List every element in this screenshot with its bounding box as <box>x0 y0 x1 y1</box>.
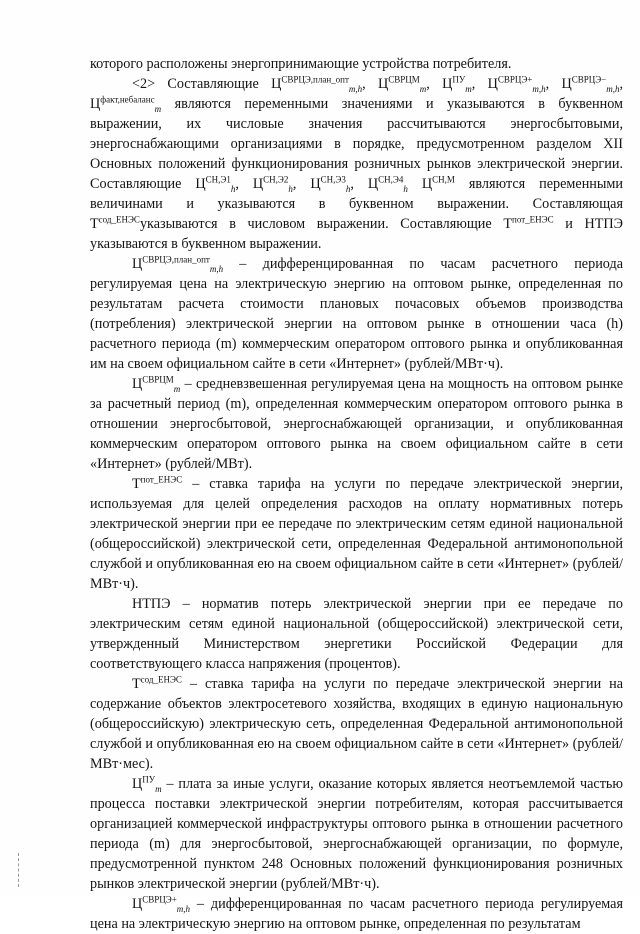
formula-c-svrcm: $Ц^{СВРЦМ}_m$ <box>378 74 427 94</box>
definition-text-3: – ставка тарифа на услуги по передаче электрической энергии, используемая для целей определения расходов на оплату нормативных потерь электрической энергии при ее передаче по электрическим сетям единой национальной (общероссийской) электрической сети, определенная Федеральной антимонопольной службой и опубликованная ею на своем официальном сайте в сети «Интернет» (рублей/МВт·ч). <box>90 476 624 592</box>
formula-c-sn4: $Ц^{СН,Э4}_h$ <box>367 174 408 194</box>
definition-t-sod <box>90 674 623 774</box>
definition-text-5: – ставка тарифа на услуги по передаче электрической энергии на содержание объектов электросетевого хозяйства, входящих в единую национальную (общероссийскую) электрическую сеть, определенная Федеральной антимонопольной службой и опубликованная ею на своем официальном сайте в сети «Интернет» (рублей/МВт·мес). <box>90 676 624 772</box>
formula-c-sn2: $Ц^{СН,Э2}_h$ <box>252 174 293 194</box>
formula-c-svrcm-def: $Ц^{СВРЦМ}_m$ <box>132 374 181 394</box>
note-text-c: являются переменными величинами и указываются в буквенном выражении. Составляющая <box>90 176 623 212</box>
definition-text-7: – дифференцированная по часам расчетного периода регулируемая цена на электрическую энергию на оптовом рынке, определенная по результатам <box>90 896 624 932</box>
formula-c-pu: $Ц^{ПУ}_m$ <box>442 74 472 94</box>
definition-t-pot <box>90 474 623 594</box>
scan-margin-mark <box>18 853 21 887</box>
formula-c-snm: $Ц^{СН,М}$ <box>421 174 455 192</box>
document-body <box>90 54 623 934</box>
formula-t-pot: $Т^{пот\_ЕНЭС}$ <box>503 214 554 232</box>
definition-svrcm <box>90 374 623 474</box>
formula-c-svrcz-plus-def: $Ц^{СВРЦЭ+}_{m,h}$ <box>132 894 191 914</box>
paragraph-intro-end: которого расположены энергопринимающие устройства потребителя. <box>90 56 512 72</box>
formula-c-svrcz-minus: $Ц^{СВРЦЭ-}_{m,h}$ <box>561 74 620 94</box>
formula-t-sod-def: $Т^{сод\_ЕНЭС}$ <box>132 674 182 692</box>
formula-c-svrcz-plan-def: $Ц^{СВРЦЭ,план\_опт}_{m,h}$ <box>132 254 224 274</box>
formula-c-pu-def: $Ц^{ПУ}_m$ <box>132 774 162 794</box>
formula-c-fakt: $Ц^{факт,небаланс}_m$ <box>90 94 162 114</box>
formula-c-sn1: $Ц^{СН,Э1}_h$ <box>195 174 236 194</box>
formula-c-svrcz-plus: $Ц^{СВРЦЭ+}_{m,h}$ <box>487 74 546 94</box>
definition-text-6: – плата за иные услуги, оказание которых является неотъемлемой частью процесса поставки электрической энергии потребителям, которая рассчитывается организацией коммерческой инфраструктуры оптового рынка в отношении расчетного периода (m) для энергосбытовой, энергоснабжающей организации, по формуле, предусмотренной пунктом 248 Основных положений функционирования розничных рынков электрической энергии (рублей/МВт·ч). <box>90 776 623 892</box>
formula-c-sn3: $Ц^{СН,Э3}_h$ <box>310 174 351 194</box>
definition-pu <box>90 774 623 894</box>
note-text-b: являются переменными значениями и указываются в буквенном выражении, их числовые значения рассчитываются энергосбытовыми, энергоснабжающими организациями в порядке, предусмотренном разделом XII Основных положений функционирования розничных рынков электрической энергии. Составляющие <box>90 96 623 192</box>
definition-text-2: – средневзвешенная регулируемая цена на мощность на оптовом рынке за расчетный период (m), определенная коммерческим оператором оптового рынка в отношении энергосбытовой, энергоснабжающей организации, и опубликованная коммерческим оператором оптового рынка на своем официальном сайте в сети «Интернет» (рублей/МВт). <box>90 376 623 472</box>
note-text-e: и НТПЭ указываются в буквенном выражении. <box>90 216 623 252</box>
definition-svrcz-plus <box>90 894 623 934</box>
definition-ntpe: НТПЭ – норматив потерь электрической энергии при ее передаче по электрическим сетям единой национальной (общероссийской) электрической сети, утвержденный Министерством энергетики Российской Федерации для соответствующего класса напряжения (процентов). <box>90 596 623 672</box>
formula-c-svrcz-plan: $Ц^{СВРЦЭ,план\_опт}_{m,h}$ <box>271 74 363 94</box>
paragraph-note-2: <2> Составляющие $Ц^{СВРЦЭ,план\_опт}_{m,h}$, $Ц^{СВРЦМ}_m$, $Ц^{ПУ}_m$, $Ц^{СВРЦЭ+}_{m,h}$, $Ц^{СВРЦЭ-}_{m,h}$, $Ц^{факт,небаланс}_m$ являются переменными значениями и указываются в буквенном выражении, их числовые значения рассчитываются энергосбытовыми, энергоснабжающими организациями в порядке, предусмотренном разделом XII Основных положений функционирования розничных рынков электрической энергии. Составляющие $Ц^{СН,Э1}_h$, $Ц^{СН,Э2}_h$, $Ц^{СН,Э3}_h$, $Ц^{СН,Э4}_h$ $Ц^{СН,М}$ являются переменными величинами и указываются в буквенном выражении. Составляющая $Т^{сод\_ЕНЭС}указываются$ в числовом выражении. Составляющие $Т^{пот\_ЕНЭС}$ и НТПЭ указываются в буквенном выражении. <box>90 74 624 252</box>
note-text-a: <2> Составляющие <box>132 76 259 92</box>
formula-t-pot-def: $Т^{пот\_ЕНЭС}$ <box>132 474 183 492</box>
definition-svrcz-plan <box>90 254 623 374</box>
note-text-d: указываются в числовом выражении. Составляющие <box>139 216 492 232</box>
formula-t-sod: $Т^{сод\_ЕНЭС}$ <box>90 214 140 232</box>
definition-text-1: – дифференцированная по часам расчетного периода регулируемая цена на электрическую энергию на оптовом рынке, определенная по результатам расчета стоимости плановых почасовых объемов производства (потребления) электрической энергии на оптовом рынке в отношении часа (h) расчетного периода (m) коммерческим оператором оптового рынка и опубликованная им на своем официальном сайте в сети «Интернет» (рублей/МВт·ч). <box>90 256 623 372</box>
